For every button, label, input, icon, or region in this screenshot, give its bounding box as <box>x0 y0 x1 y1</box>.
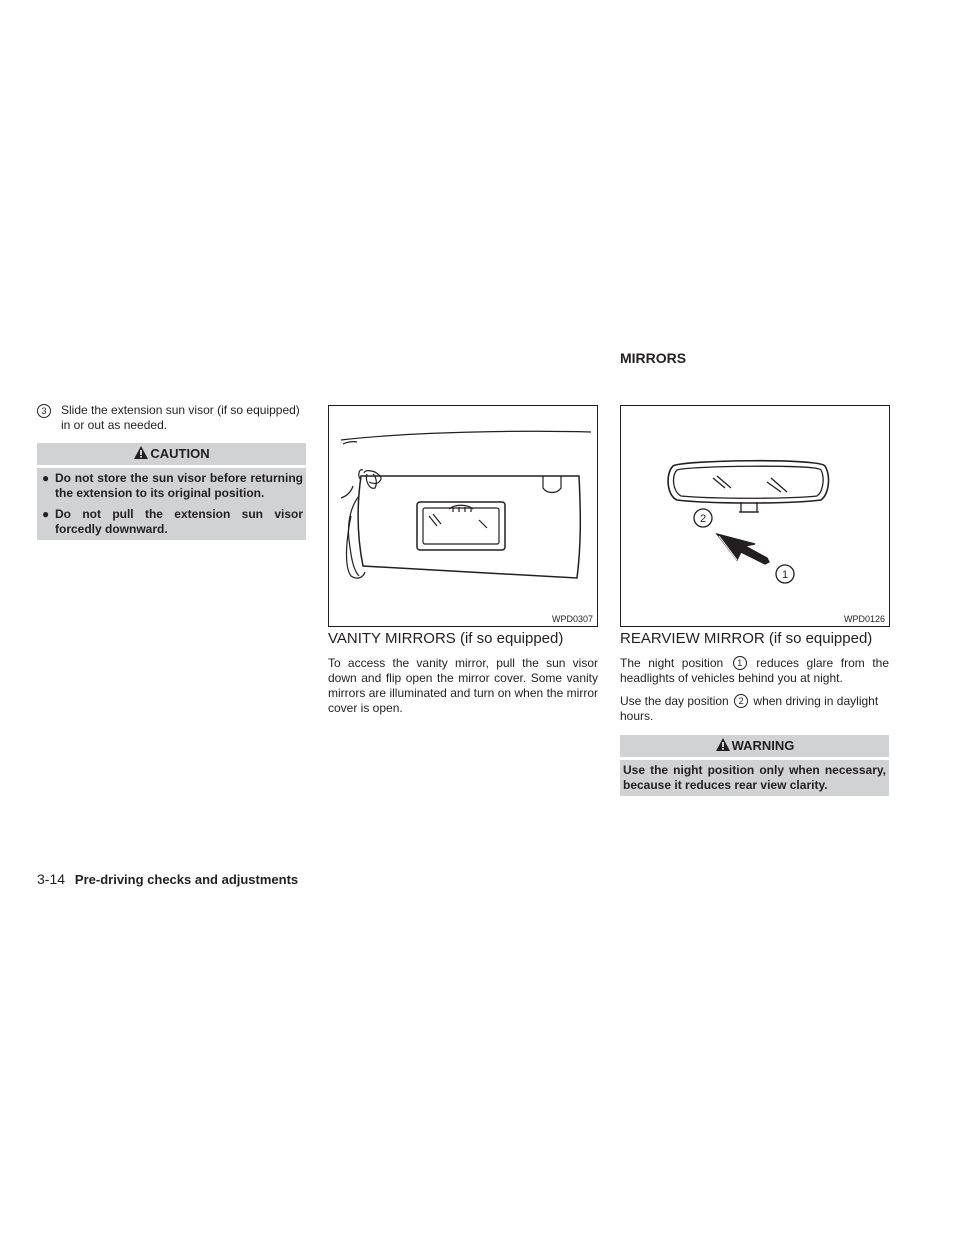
position-2-icon: 2 <box>734 694 748 708</box>
rearview-mirror-illustration <box>621 406 889 626</box>
step-number: 3 <box>37 404 51 418</box>
caution-title: CAUTION <box>150 446 210 461</box>
warning-body: Use the night position only when necessary, because it reduces rear view clarity. <box>620 760 889 796</box>
vanity-mirror-figure <box>328 405 598 627</box>
vanity-mirrors-heading: VANITY MIRRORS (if so equipped) <box>328 630 564 647</box>
figure-code: WPD0126 <box>843 614 885 624</box>
warning-triangle-icon <box>715 737 731 752</box>
figure-code: WPD0307 <box>551 614 593 624</box>
warning-triangle-icon <box>133 445 149 460</box>
para1-after: reduces glare from the headlights of vehicles behind you at night. <box>620 656 890 685</box>
caution-item <box>40 507 303 537</box>
warning-header <box>620 735 889 757</box>
footer-section: Pre-driving checks and adjustments <box>74 872 299 887</box>
position-1-icon: 1 <box>733 656 747 670</box>
warning-box <box>620 735 889 796</box>
warning-title: WARNING <box>731 738 795 753</box>
para1-before: The night position <box>620 656 724 670</box>
page-number: 3-14 <box>37 871 66 887</box>
step-3 <box>37 403 307 433</box>
callout-2-label: 2 <box>699 513 707 525</box>
step-text: Slide the extension sun visor (if so equipped) in or out as needed. <box>61 403 300 432</box>
vanity-mirrors-body: To access the vanity mirror, pull the sun visor down and flip open the mirror cover. Some vanity mirrors are illuminated and turn on when the mirror cover is open. <box>328 656 598 715</box>
bullet-icon: ● <box>42 471 50 485</box>
caution-body <box>37 468 306 540</box>
rearview-para-1 <box>620 656 889 686</box>
rearview-para-2 <box>620 694 889 724</box>
rearview-mirror-figure <box>620 405 890 627</box>
para2-before: Use the day position <box>620 694 729 708</box>
callout-1-label: 1 <box>781 569 789 581</box>
caution-item-text: Do not pull the extension sun visor forcedly downward. <box>55 507 303 536</box>
sun-visor-illustration <box>329 406 597 626</box>
caution-item-text: Do not store the sun visor before returning the extension to its original position. <box>55 471 303 500</box>
bullet-icon: ● <box>42 507 50 521</box>
caution-item <box>40 471 303 501</box>
rearview-mirror-heading: REARVIEW MIRROR (if so equipped) <box>620 630 873 647</box>
caution-header <box>37 443 306 465</box>
para2-after: when driving in daylight hours. <box>620 694 879 723</box>
caution-box <box>37 443 306 540</box>
section-title: MIRRORS <box>620 350 687 366</box>
page-footer <box>37 871 298 887</box>
